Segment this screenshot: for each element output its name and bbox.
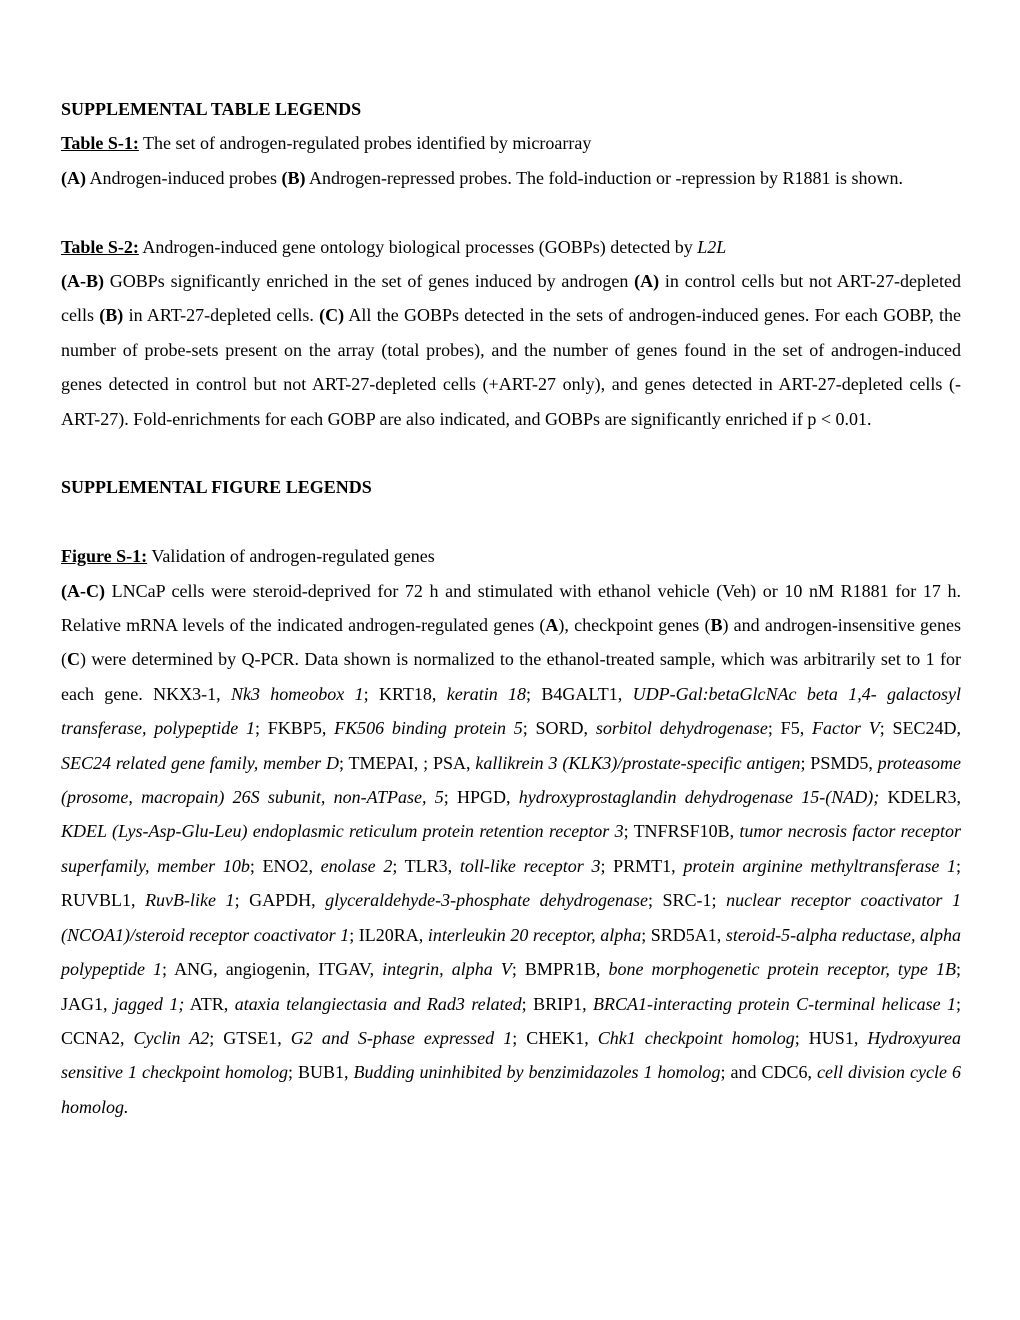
italic-gene-name: glyceraldehyde-3-phosphate dehydrogenase <box>325 890 648 911</box>
italic-gene-name: Hydroxyurea sensitive 1 checkpoint homolog <box>61 1027 961 1083</box>
table-s2-title: Androgen-induced gene ontology biological processes (GOBPs) detected by <box>138 236 698 257</box>
text-run: ; IL20RA, <box>349 924 428 945</box>
table-s1-title: The set of androgen-regulated probes identified by microarray <box>138 133 592 154</box>
text-run: GOBPs significantly enriched in the set of genes induced by androgen <box>104 271 635 292</box>
text-run: ; SORD, <box>522 718 596 739</box>
bold-run: C <box>67 649 80 670</box>
italic-gene-name: tumor necrosis factor receptor superfamily, member 10b <box>61 821 961 876</box>
italic-gene-name: interleukin 20 receptor, alpha <box>427 924 642 945</box>
italic-gene-name: protein arginine methyltransferase 1 <box>683 855 956 876</box>
bold-run: (A) <box>634 271 660 292</box>
spacer <box>61 195 961 229</box>
italic-gene-name: steroid-5-alpha reductase, alpha polypeptide 1 <box>61 924 962 980</box>
text-run: LNCaP cells were steroid-deprived for 72 h and stimulated with ethanol vehicle (Veh) or 10 nM R1881 for 17 h. Relative mRNA levels of the indicated androgen-regulated genes ( <box>61 580 961 636</box>
italic-gene-name: Factor V <box>811 718 880 739</box>
italic-gene-name: proteasome (prosome, macropain) 26S subunit, non-ATPase, 5 <box>61 752 961 808</box>
figure-legends-heading: SUPPLEMENTAL FIGURE LEGENDS <box>61 477 372 498</box>
text-run: ), checkpoint genes ( <box>558 615 711 636</box>
italic-gene-name: SEC24 related gene family, member D <box>61 752 339 773</box>
italic-gene-name: KDEL (Lys-Asp-Glu-Leu) endoplasmic reticulum protein retention receptor 3 <box>61 821 624 842</box>
text-run: ; SRC-1; <box>647 890 727 911</box>
text-run: All the GOBPs detected in the sets of androgen-induced genes. For each GOBP, the number of probe-sets present on the array (total probes), and the number of genes found in the set of androgen-induced genes detected in control but not ART-27-depleted cells (+ART-27 only), and genes detected in ART-27-depleted cells (-ART-27). Fold-enrichments for each GOBP are also indicated, and GOBPs are significantly enriched if p < 0.01. <box>61 305 961 429</box>
text-run: ; KRT18, <box>363 683 447 704</box>
table-s2-title-italic: L2L <box>697 236 727 257</box>
table-legends-heading: SUPPLEMENTAL TABLE LEGENDS <box>61 99 362 119</box>
text-run: ) and androgen-insensitive genes ( <box>61 615 961 670</box>
text-run: ; HPGD, <box>443 787 519 808</box>
text-run: ; PRMT1, <box>600 855 684 876</box>
text-run: ; GTSE1, <box>209 1027 291 1048</box>
text-run: ; TLR3, <box>392 855 460 876</box>
italic-gene-name: kallikrein 3 (KLK3)/prostate-specific antigen <box>475 752 801 773</box>
text-run: in control cells but not ART-27-depleted cells <box>61 271 961 326</box>
italic-gene-name: BRCA1-interacting protein C-terminal helicase 1 <box>593 993 956 1014</box>
bold-run: (C) <box>319 305 345 326</box>
italic-gene-name: Chk1 checkpoint homolog <box>597 1027 795 1048</box>
italic-gene-name: cell division cycle 6 homolog. <box>61 1062 961 1117</box>
italic-gene-name: bone morphogenetic protein receptor, type 1B <box>608 959 956 980</box>
text-run: ATR, <box>184 993 235 1014</box>
spacer <box>61 436 961 470</box>
figure-s1-title: Validation of androgen-regulated genes <box>147 546 435 567</box>
text-run: ; TMEPAI, ; PSA, <box>338 752 476 773</box>
table-s2-title-line <box>61 230 961 264</box>
bold-run: A <box>545 615 559 636</box>
text-run: KDELR3, <box>879 787 961 808</box>
italic-gene-name: Nk3 homeobox 1 <box>230 683 364 704</box>
text-run: ; BRIP1, <box>521 993 594 1014</box>
text-run: ; TNFRSF10B, <box>623 821 740 842</box>
table-s1-legend <box>61 161 961 195</box>
spacer <box>61 505 961 539</box>
bold-run: (A) <box>61 167 86 188</box>
text-run: ; B4GALT1, <box>526 683 633 704</box>
text-run: ; GAPDH, <box>234 890 326 911</box>
text-run: ; JAG1, <box>61 959 961 1014</box>
bold-run: (A-C) <box>61 580 105 601</box>
text-run: ; PSMD5, <box>800 752 878 773</box>
text-run: ) were determined by Q-PCR. Data shown is normalized to the ethanol-treated sample, which was arbitrarily set to 1 for each gene. NKX3-1, <box>61 649 961 704</box>
italic-gene-name: jagged 1; <box>113 993 185 1014</box>
text-run: ; FKBP5, <box>255 718 335 739</box>
bold-run: (B) <box>99 305 124 326</box>
text-run: ; SEC24D, <box>879 718 962 739</box>
italic-gene-name: hydroxyprostaglandin dehydrogenase 15-(NAD); <box>518 787 880 808</box>
italic-gene-name: keratin 18 <box>446 683 527 704</box>
text-run: in ART-27-depleted cells. <box>123 305 320 326</box>
italic-gene-name: toll-like receptor 3 <box>459 855 601 876</box>
text-run: ; CHEK1, <box>512 1027 598 1048</box>
bold-run: B <box>710 615 723 636</box>
italic-gene-name: FK506 binding protein 5 <box>334 718 523 739</box>
italic-gene-name: G2 and S-phase expressed 1 <box>290 1027 513 1048</box>
figure-s1-title-line <box>61 539 961 573</box>
italic-gene-name: integrin, alpha V <box>382 959 512 980</box>
italic-gene-name: UDP-Gal:betaGlcNAc beta 1,4- galactosyl transferase, polypeptide 1 <box>61 683 962 739</box>
bold-run: (B) <box>281 167 306 188</box>
italic-gene-name: Budding uninhibited by benzimidazoles 1 homolog <box>353 1062 721 1083</box>
text-run: ; HUS1, <box>794 1027 868 1048</box>
text-run: ; F5, <box>767 718 812 739</box>
text-run: ; BUB1, <box>287 1062 354 1083</box>
text-run: ; RUVBL1, <box>61 855 962 911</box>
table-s1-title-line <box>61 126 961 160</box>
text-run: ; SRD5A1, <box>641 924 726 945</box>
table-s1-label: Table S-1: <box>61 133 139 154</box>
text-run: ; ANG, angiogenin, ITGAV, <box>162 959 383 980</box>
text-run: Androgen-repressed probes. The fold-induction or -repression by R1881 is shown. <box>305 167 904 188</box>
bold-run: (A-B) <box>61 271 104 292</box>
text-run: Androgen-induced probes <box>86 167 282 188</box>
italic-gene-name: ataxia telangiectasia and Rad3 related <box>234 993 522 1014</box>
document-page <box>61 92 961 1124</box>
italic-gene-name: enolase 2 <box>320 855 393 876</box>
italic-gene-name: nuclear receptor coactivator 1 (NCOA1)/steroid receptor coactivator 1 <box>61 890 961 945</box>
text-run: ; BMPR1B, <box>511 959 609 980</box>
italic-gene-name: Cyclin A2 <box>133 1027 210 1048</box>
italic-gene-name: RuvB-like 1 <box>145 890 235 911</box>
italic-gene-name: sorbitol dehydrogenase <box>595 718 768 739</box>
figure-s1-label: Figure S-1: <box>61 546 148 567</box>
table-s2-legend <box>61 264 961 436</box>
figure-s1-legend <box>61 574 961 1125</box>
text-run: ; and CDC6, <box>720 1062 818 1083</box>
text-run: ; CCNA2, <box>61 993 961 1048</box>
table-s2-label: Table S-2: <box>61 236 139 257</box>
text-run: ; ENO2, <box>249 855 321 876</box>
